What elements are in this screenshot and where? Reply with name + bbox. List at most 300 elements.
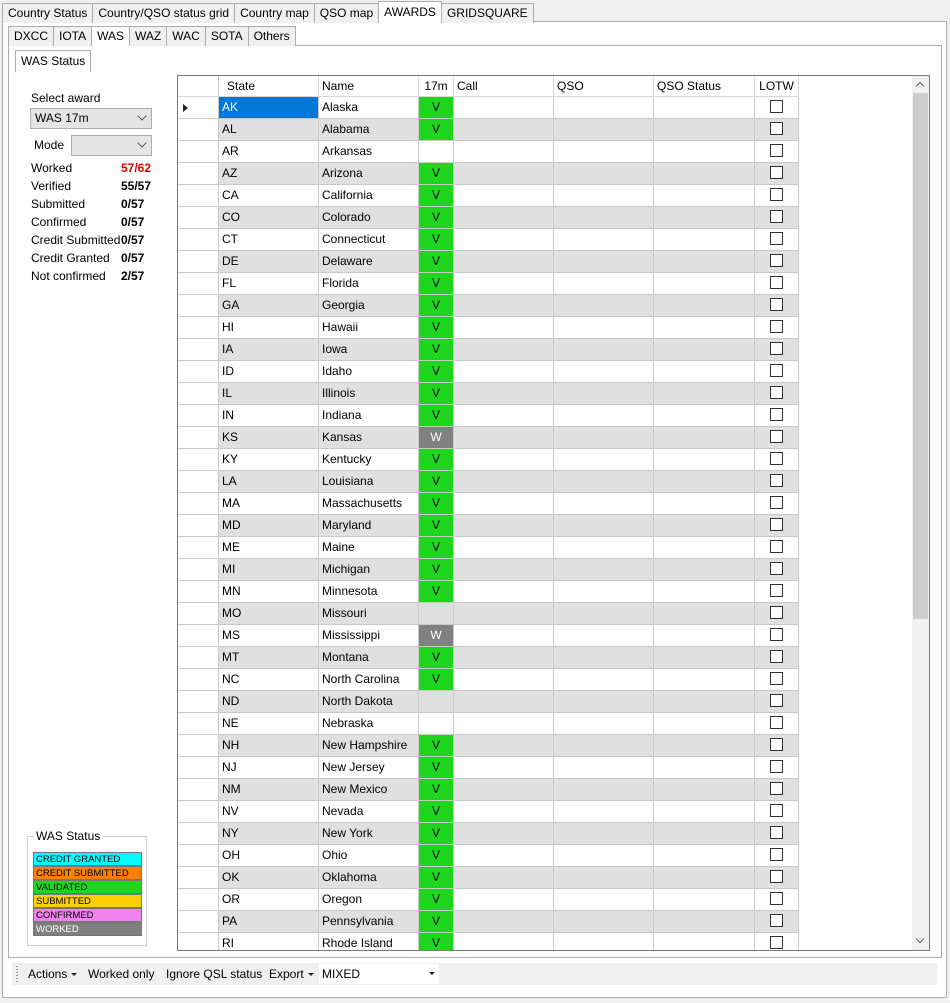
cell-lotw[interactable] xyxy=(755,97,799,119)
cell-state[interactable]: HI xyxy=(219,317,319,339)
cell-qso[interactable] xyxy=(554,97,654,119)
cell-lotw[interactable] xyxy=(755,625,799,647)
cell-call[interactable] xyxy=(454,581,554,603)
cell-qso-status[interactable] xyxy=(654,295,755,317)
cell-call[interactable] xyxy=(454,273,554,295)
cell-qso-status[interactable] xyxy=(654,801,755,823)
cell-qso-status[interactable] xyxy=(654,361,755,383)
cell-band-status[interactable]: V xyxy=(419,273,454,295)
cell-state[interactable]: IL xyxy=(219,383,319,405)
cell-lotw[interactable] xyxy=(755,559,799,581)
lotw-checkbox[interactable] xyxy=(770,496,783,509)
cell-band-status[interactable]: V xyxy=(419,537,454,559)
lotw-checkbox[interactable] xyxy=(770,716,783,729)
row-header[interactable] xyxy=(178,779,219,801)
cell-band-status[interactable]: V xyxy=(419,933,454,951)
cell-band-status[interactable] xyxy=(419,603,454,625)
cell-band-status[interactable]: V xyxy=(419,361,454,383)
cell-state[interactable]: GA xyxy=(219,295,319,317)
table-row[interactable] xyxy=(178,933,799,951)
cell-band-status[interactable]: V xyxy=(419,119,454,141)
cell-call[interactable] xyxy=(454,97,554,119)
row-header[interactable] xyxy=(178,757,219,779)
lotw-checkbox[interactable] xyxy=(770,650,783,663)
cell-qso-status[interactable] xyxy=(654,471,755,493)
cell-call[interactable] xyxy=(454,691,554,713)
cell-qso-status[interactable] xyxy=(654,713,755,735)
cell-qso[interactable] xyxy=(554,801,654,823)
lotw-checkbox[interactable] xyxy=(770,826,783,839)
cell-band-status[interactable]: V xyxy=(419,185,454,207)
cell-qso[interactable] xyxy=(554,405,654,427)
lotw-checkbox[interactable] xyxy=(770,298,783,311)
cell-band-status[interactable]: V xyxy=(419,647,454,669)
cell-call[interactable] xyxy=(454,427,554,449)
lotw-checkbox[interactable] xyxy=(770,254,783,267)
row-header[interactable] xyxy=(178,273,219,295)
cell-state[interactable]: IA xyxy=(219,339,319,361)
lotw-checkbox[interactable] xyxy=(770,694,783,707)
cell-lotw[interactable] xyxy=(755,273,799,295)
cell-qso[interactable] xyxy=(554,845,654,867)
cell-qso[interactable] xyxy=(554,757,654,779)
cell-qso[interactable] xyxy=(554,559,654,581)
cell-call[interactable] xyxy=(454,537,554,559)
cell-lotw[interactable] xyxy=(755,295,799,317)
cell-qso[interactable] xyxy=(554,603,654,625)
cell-qso-status[interactable] xyxy=(654,537,755,559)
cell-name[interactable]: Idaho xyxy=(319,361,419,383)
scroll-thumb[interactable] xyxy=(913,93,928,619)
cell-qso[interactable] xyxy=(554,207,654,229)
cell-qso-status[interactable] xyxy=(654,603,755,625)
cell-qso-status[interactable] xyxy=(654,845,755,867)
cell-lotw[interactable] xyxy=(755,251,799,273)
was-status-grid[interactable] xyxy=(177,75,930,951)
cell-name[interactable]: North Dakota xyxy=(319,691,419,713)
col-header-qso-status[interactable]: QSO Status xyxy=(654,76,755,97)
cell-name[interactable]: Rhode Island xyxy=(319,933,419,951)
lotw-checkbox[interactable] xyxy=(770,518,783,531)
row-header[interactable] xyxy=(178,97,219,119)
table-row[interactable] xyxy=(178,229,799,251)
cell-lotw[interactable] xyxy=(755,801,799,823)
lotw-checkbox[interactable] xyxy=(770,430,783,443)
tab-country-status[interactable]: Country Status xyxy=(2,3,93,23)
cell-lotw[interactable] xyxy=(755,735,799,757)
table-row[interactable] xyxy=(178,141,799,163)
cell-qso-status[interactable] xyxy=(654,141,755,163)
cell-qso-status[interactable] xyxy=(654,779,755,801)
cell-qso[interactable] xyxy=(554,647,654,669)
lotw-checkbox[interactable] xyxy=(770,188,783,201)
table-row[interactable] xyxy=(178,471,799,493)
cell-qso[interactable] xyxy=(554,339,654,361)
cell-qso-status[interactable] xyxy=(654,207,755,229)
cell-band-status[interactable]: V xyxy=(419,911,454,933)
cell-qso[interactable] xyxy=(554,449,654,471)
tab-dxcc[interactable]: DXCC xyxy=(8,26,54,46)
cell-band-status[interactable]: V xyxy=(419,801,454,823)
cell-lotw[interactable] xyxy=(755,867,799,889)
table-row[interactable] xyxy=(178,537,799,559)
cell-band-status[interactable]: V xyxy=(419,669,454,691)
cell-qso-status[interactable] xyxy=(654,119,755,141)
cell-name[interactable]: Illinois xyxy=(319,383,419,405)
worked-only-button[interactable]: Worked only xyxy=(88,967,155,981)
row-header[interactable] xyxy=(178,867,219,889)
cell-lotw[interactable] xyxy=(755,537,799,559)
cell-qso-status[interactable] xyxy=(654,669,755,691)
actions-menu[interactable] xyxy=(28,966,77,982)
cell-name[interactable]: Ohio xyxy=(319,845,419,867)
cell-name[interactable]: Oklahoma xyxy=(319,867,419,889)
lotw-checkbox[interactable] xyxy=(770,584,783,597)
table-row[interactable] xyxy=(178,889,799,911)
lotw-checkbox[interactable] xyxy=(770,562,783,575)
cell-state[interactable]: CO xyxy=(219,207,319,229)
cell-qso-status[interactable] xyxy=(654,933,755,951)
cell-band-status[interactable]: V xyxy=(419,295,454,317)
table-row[interactable] xyxy=(178,757,799,779)
cell-call[interactable] xyxy=(454,185,554,207)
lotw-checkbox[interactable] xyxy=(770,276,783,289)
col-header-band[interactable]: 17m xyxy=(419,76,454,97)
cell-qso-status[interactable] xyxy=(654,405,755,427)
cell-name[interactable]: New York xyxy=(319,823,419,845)
cell-qso[interactable] xyxy=(554,625,654,647)
cell-band-status[interactable]: V xyxy=(419,515,454,537)
cell-band-status[interactable] xyxy=(419,141,454,163)
cell-state[interactable]: CA xyxy=(219,185,319,207)
col-header-name[interactable]: Name xyxy=(319,76,419,97)
cell-lotw[interactable] xyxy=(755,449,799,471)
cell-state[interactable]: NY xyxy=(219,823,319,845)
lotw-checkbox[interactable] xyxy=(770,364,783,377)
lotw-checkbox[interactable] xyxy=(770,870,783,883)
cell-name[interactable]: Minnesota xyxy=(319,581,419,603)
table-row[interactable] xyxy=(178,515,799,537)
cell-lotw[interactable] xyxy=(755,933,799,951)
cell-qso[interactable] xyxy=(554,823,654,845)
cell-call[interactable] xyxy=(454,779,554,801)
table-row[interactable] xyxy=(178,911,799,933)
cell-name[interactable]: Oregon xyxy=(319,889,419,911)
cell-qso[interactable] xyxy=(554,911,654,933)
cell-call[interactable] xyxy=(454,295,554,317)
cell-qso-status[interactable] xyxy=(654,647,755,669)
row-header[interactable] xyxy=(178,845,219,867)
cell-qso-status[interactable] xyxy=(654,867,755,889)
cell-name[interactable]: Hawaii xyxy=(319,317,419,339)
cell-name[interactable]: Kansas xyxy=(319,427,419,449)
cell-call[interactable] xyxy=(454,229,554,251)
cell-lotw[interactable] xyxy=(755,845,799,867)
cell-state[interactable]: AK xyxy=(219,97,319,119)
cell-call[interactable] xyxy=(454,625,554,647)
cell-band-status[interactable]: V xyxy=(419,339,454,361)
cell-name[interactable]: California xyxy=(319,185,419,207)
cell-qso-status[interactable] xyxy=(654,911,755,933)
cell-state[interactable]: PA xyxy=(219,911,319,933)
cell-call[interactable] xyxy=(454,559,554,581)
row-header[interactable] xyxy=(178,449,219,471)
cell-qso[interactable] xyxy=(554,735,654,757)
cell-lotw[interactable] xyxy=(755,339,799,361)
table-row[interactable] xyxy=(178,493,799,515)
mode-select[interactable] xyxy=(71,135,152,156)
cell-name[interactable]: Missouri xyxy=(319,603,419,625)
cell-lotw[interactable] xyxy=(755,317,799,339)
cell-qso[interactable] xyxy=(554,317,654,339)
cell-qso-status[interactable] xyxy=(654,185,755,207)
cell-state[interactable]: ND xyxy=(219,691,319,713)
cell-qso-status[interactable] xyxy=(654,515,755,537)
cell-call[interactable] xyxy=(454,471,554,493)
cell-qso[interactable] xyxy=(554,185,654,207)
cell-qso[interactable] xyxy=(554,493,654,515)
row-header[interactable] xyxy=(178,119,219,141)
table-row[interactable] xyxy=(178,339,799,361)
cell-call[interactable] xyxy=(454,383,554,405)
lotw-checkbox[interactable] xyxy=(770,166,783,179)
row-header[interactable] xyxy=(178,669,219,691)
cell-name[interactable]: New Mexico xyxy=(319,779,419,801)
cell-state[interactable]: ME xyxy=(219,537,319,559)
cell-state[interactable]: CT xyxy=(219,229,319,251)
cell-call[interactable] xyxy=(454,889,554,911)
lotw-checkbox[interactable] xyxy=(770,408,783,421)
scroll-down-icon[interactable] xyxy=(912,933,929,950)
cell-state[interactable]: MO xyxy=(219,603,319,625)
cell-name[interactable]: Pennsylvania xyxy=(319,911,419,933)
cell-state[interactable]: NV xyxy=(219,801,319,823)
row-header[interactable] xyxy=(178,801,219,823)
cell-state[interactable]: AR xyxy=(219,141,319,163)
row-header[interactable] xyxy=(178,537,219,559)
table-row[interactable] xyxy=(178,823,799,845)
cell-call[interactable] xyxy=(454,823,554,845)
cell-lotw[interactable] xyxy=(755,911,799,933)
cell-state[interactable]: MN xyxy=(219,581,319,603)
cell-qso-status[interactable] xyxy=(654,735,755,757)
table-row[interactable] xyxy=(178,669,799,691)
row-header[interactable] xyxy=(178,295,219,317)
cell-name[interactable]: North Carolina xyxy=(319,669,419,691)
cell-qso-status[interactable] xyxy=(654,317,755,339)
cell-qso-status[interactable] xyxy=(654,273,755,295)
cell-lotw[interactable] xyxy=(755,823,799,845)
cell-call[interactable] xyxy=(454,141,554,163)
lotw-checkbox[interactable] xyxy=(770,628,783,641)
cell-call[interactable] xyxy=(454,493,554,515)
lotw-checkbox[interactable] xyxy=(770,144,783,157)
cell-state[interactable]: DE xyxy=(219,251,319,273)
cell-call[interactable] xyxy=(454,339,554,361)
cell-qso-status[interactable] xyxy=(654,823,755,845)
table-row[interactable] xyxy=(178,845,799,867)
cell-qso[interactable] xyxy=(554,867,654,889)
cell-lotw[interactable] xyxy=(755,471,799,493)
cell-band-status[interactable]: V xyxy=(419,889,454,911)
cell-lotw[interactable] xyxy=(755,141,799,163)
cell-call[interactable] xyxy=(454,163,554,185)
cell-state[interactable]: KY xyxy=(219,449,319,471)
cell-name[interactable]: New Jersey xyxy=(319,757,419,779)
cell-band-status[interactable]: V xyxy=(419,471,454,493)
cell-band-status[interactable]: V xyxy=(419,845,454,867)
table-row[interactable] xyxy=(178,185,799,207)
cell-state[interactable]: OK xyxy=(219,867,319,889)
table-row[interactable] xyxy=(178,361,799,383)
cell-call[interactable] xyxy=(454,713,554,735)
cell-band-status[interactable]: V xyxy=(419,97,454,119)
cell-name[interactable]: Florida xyxy=(319,273,419,295)
cell-band-status[interactable]: W xyxy=(419,625,454,647)
row-header[interactable] xyxy=(178,361,219,383)
row-header[interactable] xyxy=(178,185,219,207)
row-header[interactable] xyxy=(178,207,219,229)
row-header[interactable] xyxy=(178,691,219,713)
cell-qso-status[interactable] xyxy=(654,427,755,449)
cell-qso-status[interactable] xyxy=(654,163,755,185)
cell-name[interactable]: Arizona xyxy=(319,163,419,185)
cell-call[interactable] xyxy=(454,801,554,823)
cell-qso-status[interactable] xyxy=(654,339,755,361)
cell-state[interactable]: MS xyxy=(219,625,319,647)
table-row[interactable] xyxy=(178,163,799,185)
cell-qso-status[interactable] xyxy=(654,691,755,713)
cell-band-status[interactable] xyxy=(419,713,454,735)
row-header[interactable] xyxy=(178,933,219,951)
lotw-checkbox[interactable] xyxy=(770,320,783,333)
table-row[interactable] xyxy=(178,405,799,427)
cell-band-status[interactable]: V xyxy=(419,779,454,801)
row-header[interactable] xyxy=(178,141,219,163)
cell-call[interactable] xyxy=(454,757,554,779)
row-header[interactable] xyxy=(178,427,219,449)
cell-lotw[interactable] xyxy=(755,669,799,691)
col-header-lotw[interactable]: LOTW xyxy=(755,76,799,97)
cell-name[interactable]: Delaware xyxy=(319,251,419,273)
table-row[interactable] xyxy=(178,713,799,735)
table-row[interactable] xyxy=(178,317,799,339)
lotw-checkbox[interactable] xyxy=(770,474,783,487)
cell-band-status[interactable]: W xyxy=(419,427,454,449)
tab-country-map[interactable]: Country map xyxy=(234,3,315,23)
row-header[interactable] xyxy=(178,405,219,427)
cell-qso[interactable] xyxy=(554,361,654,383)
cell-name[interactable]: Alaska xyxy=(319,97,419,119)
tab-was[interactable]: WAS xyxy=(91,26,130,46)
lotw-checkbox[interactable] xyxy=(770,892,783,905)
cell-lotw[interactable] xyxy=(755,207,799,229)
cell-qso[interactable] xyxy=(554,251,654,273)
cell-qso-status[interactable] xyxy=(654,559,755,581)
row-header[interactable] xyxy=(178,559,219,581)
cell-state[interactable]: LA xyxy=(219,471,319,493)
tab-wac[interactable]: WAC xyxy=(166,26,206,46)
cell-state[interactable]: NE xyxy=(219,713,319,735)
table-row[interactable] xyxy=(178,207,799,229)
tab-awards[interactable]: AWARDS xyxy=(378,1,442,23)
cell-state[interactable]: MA xyxy=(219,493,319,515)
cell-state[interactable]: NC xyxy=(219,669,319,691)
lotw-checkbox[interactable] xyxy=(770,848,783,861)
row-header[interactable] xyxy=(178,735,219,757)
cell-call[interactable] xyxy=(454,911,554,933)
cell-name[interactable]: Maine xyxy=(319,537,419,559)
cell-state[interactable]: KS xyxy=(219,427,319,449)
tab-iota[interactable]: IOTA xyxy=(53,26,92,46)
table-row[interactable] xyxy=(178,647,799,669)
cell-state[interactable]: NJ xyxy=(219,757,319,779)
table-row[interactable] xyxy=(178,449,799,471)
cell-call[interactable] xyxy=(454,405,554,427)
row-header[interactable] xyxy=(178,603,219,625)
cell-state[interactable]: NM xyxy=(219,779,319,801)
row-header[interactable] xyxy=(178,383,219,405)
cell-qso[interactable] xyxy=(554,713,654,735)
cell-band-status[interactable]: V xyxy=(419,493,454,515)
cell-band-status[interactable] xyxy=(419,691,454,713)
col-header-qso[interactable]: QSO xyxy=(554,76,654,97)
cell-qso-status[interactable] xyxy=(654,625,755,647)
cell-call[interactable] xyxy=(454,361,554,383)
table-row[interactable] xyxy=(178,273,799,295)
lotw-checkbox[interactable] xyxy=(770,804,783,817)
cell-state[interactable]: MD xyxy=(219,515,319,537)
table-row[interactable] xyxy=(178,97,799,119)
cell-band-status[interactable]: V xyxy=(419,207,454,229)
cell-lotw[interactable] xyxy=(755,361,799,383)
lotw-checkbox[interactable] xyxy=(770,782,783,795)
cell-qso-status[interactable] xyxy=(654,757,755,779)
lotw-checkbox[interactable] xyxy=(770,672,783,685)
cell-call[interactable] xyxy=(454,867,554,889)
cell-name[interactable]: Iowa xyxy=(319,339,419,361)
cell-qso[interactable] xyxy=(554,141,654,163)
cell-name[interactable]: Colorado xyxy=(319,207,419,229)
cell-qso[interactable] xyxy=(554,163,654,185)
cell-qso[interactable] xyxy=(554,933,654,951)
tab-others[interactable]: Others xyxy=(248,26,296,46)
cell-state[interactable]: OH xyxy=(219,845,319,867)
row-header[interactable] xyxy=(178,317,219,339)
table-row[interactable] xyxy=(178,801,799,823)
cell-call[interactable] xyxy=(454,933,554,951)
cell-state[interactable]: OR xyxy=(219,889,319,911)
cell-name[interactable]: Alabama xyxy=(319,119,419,141)
cell-lotw[interactable] xyxy=(755,889,799,911)
cell-qso[interactable] xyxy=(554,581,654,603)
cell-lotw[interactable] xyxy=(755,713,799,735)
cell-lotw[interactable] xyxy=(755,779,799,801)
row-header[interactable] xyxy=(178,581,219,603)
cell-qso[interactable] xyxy=(554,471,654,493)
cell-state[interactable]: ID xyxy=(219,361,319,383)
cell-state[interactable]: AZ xyxy=(219,163,319,185)
cell-name[interactable]: Arkansas xyxy=(319,141,419,163)
row-header[interactable] xyxy=(178,713,219,735)
cell-state[interactable]: MI xyxy=(219,559,319,581)
cell-qso-status[interactable] xyxy=(654,251,755,273)
row-header[interactable] xyxy=(178,911,219,933)
lotw-checkbox[interactable] xyxy=(770,342,783,355)
cell-state[interactable]: IN xyxy=(219,405,319,427)
cell-lotw[interactable] xyxy=(755,119,799,141)
cell-band-status[interactable]: V xyxy=(419,229,454,251)
